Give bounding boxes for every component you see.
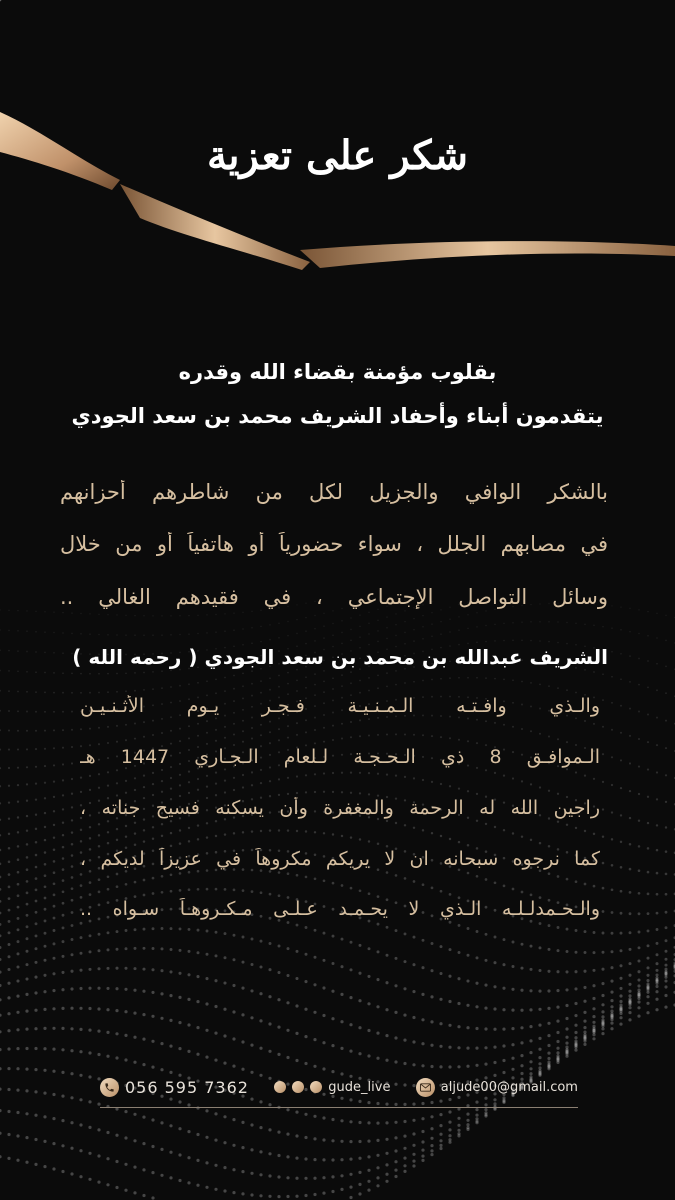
tail-line-3: راجين الله له الرحمة والمغفرة وأن يسكنه فسيح جناته ، [80,797,600,819]
snapchat-icon [274,1081,286,1093]
deceased-name: الشريف عبدالله بن محمد بن سعد الجودي ( رحمه الله ) [72,645,608,669]
tail-line-5: والـحـمدلـلـه الـذي لا يحـمـد عـلـى مـكـروهـاً سـواه .. [80,898,600,920]
social-handle: gude_live [328,1079,391,1095]
phone-icon [100,1078,119,1097]
contact-footer [100,1072,578,1102]
body-line-2: في مصابهم الجلل ، سواء حضورياً أو هاتفياً أو من خلال [60,532,608,556]
email-address: aljude00@gmail.com [440,1079,578,1095]
tail-line-2: الـموافـق 8 ذي الـحـجـة لـلعام الـجـاري 1447 هـ [80,746,600,768]
phone-contact[interactable] [100,1078,249,1097]
email-icon [416,1078,435,1097]
instagram-icon [292,1081,304,1093]
twitter-icon [310,1081,322,1093]
tail-line-4: كما نرجوه سبحانه ان لا يريكم مكروهاً في عزيزاً لديكم ، [80,848,600,870]
email-contact[interactable] [416,1078,578,1097]
body-line-3: وسائل التواصل الإجتماعي ، في فقيدهم الغالي .. [60,585,608,609]
tail-line-1: والـذي وافـتـه الـمـنـيـة فـجـر يـوم الأثـنـيـن [80,695,600,717]
phone-number: 056 595 7362 [125,1077,249,1097]
footer-divider [100,1107,578,1108]
social-contact[interactable] [274,1080,390,1095]
page-title: شكر على تعزية [206,132,469,179]
body-line-1: بالشكر الوافي والجزيل لكل من شاطرهم أحزانهم [60,480,608,504]
intro-line-1: بقلوب مؤمنة بقضاء الله وقدره [178,360,497,384]
intro-line-2: يتقدمون أبناء وأحفاد الشريف محمد بن سعد الجودي [71,404,604,428]
